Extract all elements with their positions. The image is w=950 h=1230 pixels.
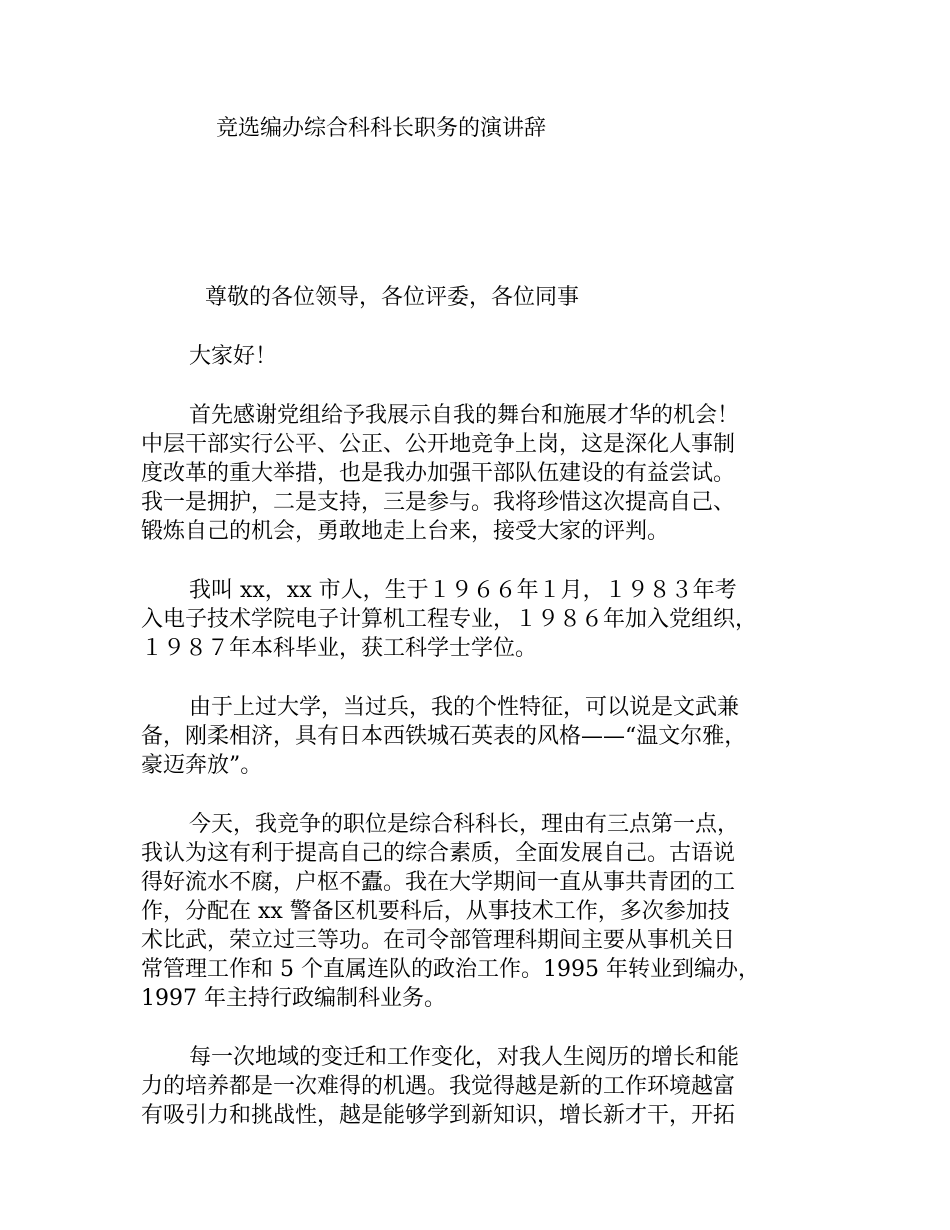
paragraph-opportunity <box>141 1043 831 1130</box>
text-line: 1997 年主持行政编制科业务。 <box>141 986 446 1011</box>
text-line: 常管理工作和 5 个直属连队的政治工作。1995 年转业到编办， <box>141 957 760 982</box>
text-line: 我一是拥护，二是支持，三是参与。我将珍惜这次提高自己、 <box>141 490 736 515</box>
text-line: 中层干部实行公平、公正、公开地竞争上岗，这是深化人事制 <box>141 432 736 457</box>
paragraph-personality <box>141 693 831 780</box>
text-line: 入电子技术学院电子计算机工程专业，１９８６年加入党组织， <box>141 607 758 632</box>
text-line: 今天，我竞争的职位是综合科科长，理由有三点第一点， <box>189 812 740 837</box>
text-line: 力的培养都是一次难得的机遇。我觉得越是新的工作环境越富 <box>141 1074 736 1099</box>
text-line: 作，分配在 xx 警备区机要科后，从事技术工作，多次参加技 <box>141 899 730 924</box>
text-line: 锻炼自己的机会，勇敢地走上台来，接受大家的评判。 <box>141 519 670 544</box>
text-line: 得好流水不腐，户枢不蠹。我在大学期间一直从事共青团的工 <box>141 870 736 895</box>
paragraph-intro <box>141 401 831 546</box>
text-line: 我叫 xx，xx 市人，生于１９６６年１月，１９８３年考 <box>189 578 737 603</box>
document-body <box>141 342 831 1160</box>
text-line: 备，刚柔相济，具有日本西铁城石英表的风格——“温文尔雅， <box>141 724 747 749</box>
text-line: 每一次地域的变迁和工作变化，对我人生阅历的增长和能 <box>189 1045 740 1070</box>
text-line: 术比武，荣立过三等功。在司令部管理科期间主要从事机关日 <box>141 928 736 953</box>
text-line: 大家好！ <box>189 344 278 369</box>
paragraph-greeting <box>141 342 831 371</box>
document-title: 竞选编办综合科科长职务的演讲辞 <box>216 116 547 141</box>
text-line: １９８７年本科毕业，获工科学士学位。 <box>141 636 538 661</box>
text-line: 有吸引力和挑战性，越是能够学到新知识，增长新才干，开拓 <box>141 1103 736 1128</box>
paragraph-background <box>141 576 831 663</box>
text-line: 度改革的重大举措，也是我办加强干部队伍建设的有益尝试。 <box>141 461 736 486</box>
text-line: 由于上过大学，当过兵，我的个性特征，可以说是文武兼 <box>189 695 740 720</box>
text-line: 豪迈奔放”。 <box>141 753 263 778</box>
text-line: 首先感谢党组给予我展示自我的舞台和施展才华的机会！ <box>189 403 740 428</box>
text-line: 我认为这有利于提高自己的综合素质，全面发展自己。古语说 <box>141 841 736 866</box>
salutation: 尊敬的各位领导，各位评委，各位同事 <box>205 285 580 310</box>
paragraph-reasons <box>141 810 831 1013</box>
